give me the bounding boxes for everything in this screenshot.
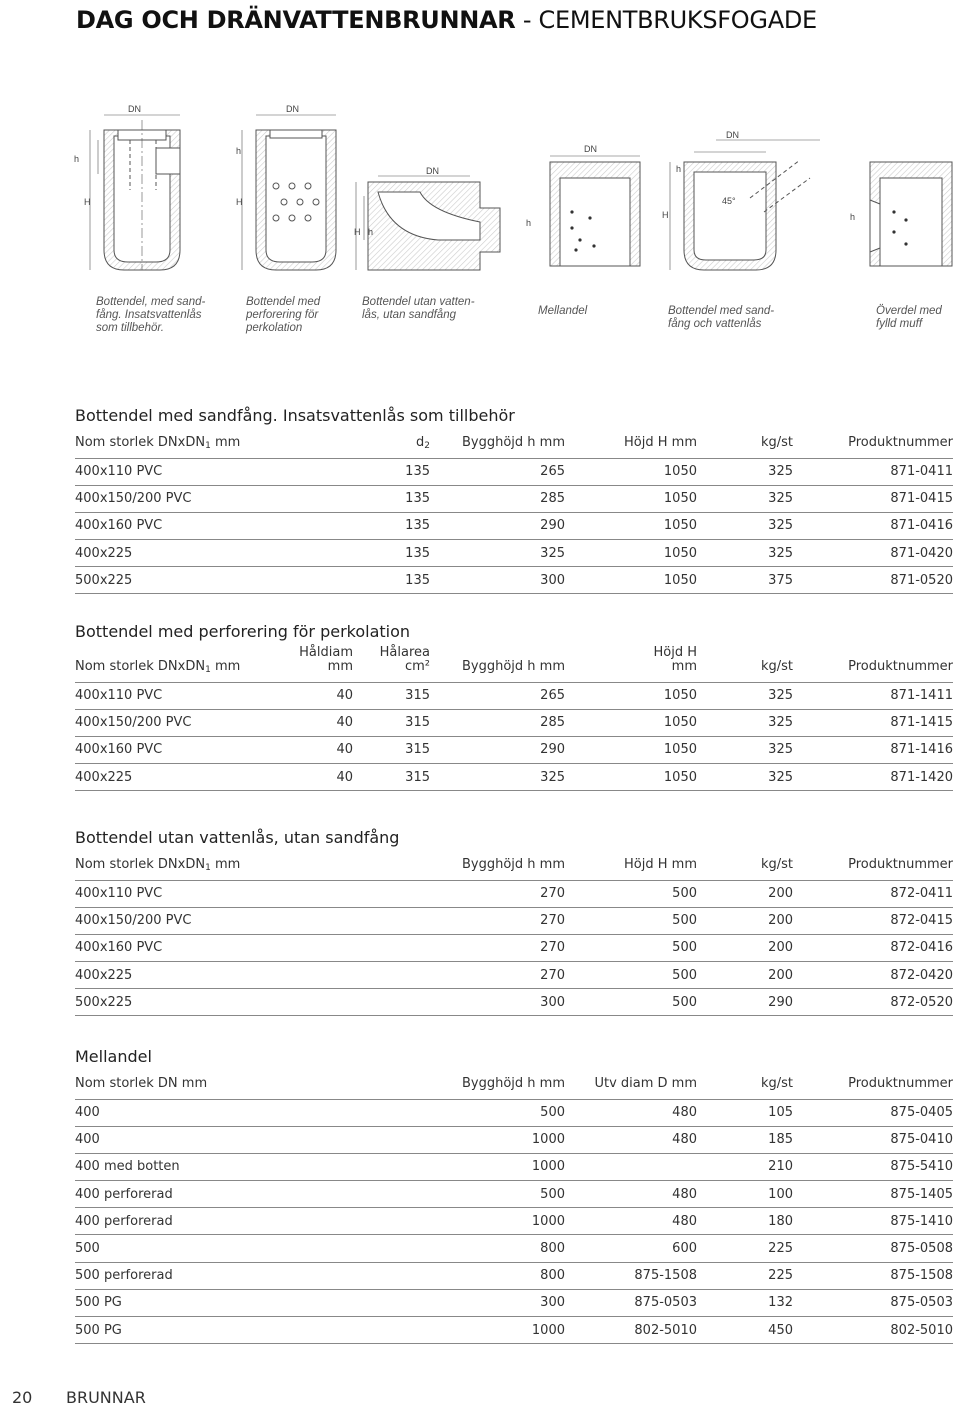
table-row: 400 perforerad 1000 480 180 875-1410: [75, 1208, 953, 1235]
footer-label: BRUNNAR: [66, 1388, 146, 1406]
page-footer: [0, 1388, 146, 1406]
label-dn-3: DN: [426, 166, 439, 176]
table-row: 400x225 270 500 200 872-0420: [75, 962, 953, 989]
page-title-bold: DAG OCH DRÄNVATTENBRUNNAR: [76, 6, 516, 34]
col-produktnummer: Produktnummer: [848, 1075, 953, 1091]
col-kg: kg/st: [760, 658, 793, 674]
col-hojd: Höjd H mm: [624, 856, 697, 872]
caption-6: [876, 305, 942, 331]
section-title-1: Bottendel med sandfång. Insatsvattenlås som tillbehör: [75, 406, 515, 425]
table-row: 400x110 PVC 135 265 1050 325 871-0411: [75, 458, 953, 485]
caption-1: [96, 296, 205, 335]
section-title-3: Bottendel utan vattenlås, utan sandfång: [75, 828, 400, 847]
col-produktnummer: Produktnummer: [848, 434, 953, 450]
col-utv-diam: Utv diam D mm: [594, 1075, 697, 1091]
table-mellandel: [75, 1069, 953, 1344]
label-H-1: H: [84, 197, 91, 207]
col-hojd: Höjd H mm: [624, 434, 697, 450]
table-row: 400x150/200 PVC 40 315 285 1050 325 871-1415: [75, 709, 953, 736]
col-nom: Nom storlek DNxDN$_1$ mm: [75, 658, 241, 675]
drawing-bottendel-utan-vattenlas: [356, 176, 500, 270]
drawing-bottendel-sandfang: [90, 115, 180, 270]
table-row: 400 med botten 1000 210 875-5410: [75, 1153, 953, 1180]
label-H-2: H: [236, 197, 243, 207]
table-row: 400x150/200 PVC 135 285 1050 325 871-0415: [75, 485, 953, 512]
label-h-2: h: [236, 146, 242, 156]
label-h-1: h: [74, 154, 80, 164]
table-row: 500x225 135 300 1050 375 871-0520: [75, 567, 953, 594]
label-h-6: h: [850, 212, 856, 222]
table-bottendel-utan-vattenlas: [75, 850, 953, 1016]
table-row: 500 perforerad 800 875-1508 225 875-1508: [75, 1262, 953, 1289]
label-h-5: h: [676, 164, 682, 174]
caption-1-line-3: som tillbehör.: [96, 322, 164, 334]
drawing-overdel-muff: [870, 162, 952, 266]
caption-3-line-2: lås, utan sandfång: [362, 309, 456, 321]
drawing-mellandel: [550, 156, 640, 266]
caption-2-line-2: perforering för: [246, 309, 319, 321]
col-hojd: Höjd H mm: [653, 644, 697, 674]
table-row: 400x225 135 325 1050 325 871-0420: [75, 540, 953, 567]
table-row: 400x160 PVC 40 315 290 1050 325 871-1416: [75, 736, 953, 763]
table-row: 500 PG 300 875-0503 132 875-0503: [75, 1289, 953, 1316]
col-produktnummer: Produktnummer: [848, 856, 953, 872]
col-d2: $d_2$: [416, 434, 430, 451]
col-nom: Nom storlek DNxDN$_1$ mm: [75, 856, 241, 873]
table-row: 400x160 PVC 135 290 1050 325 871-0416: [75, 512, 953, 539]
table-row: 500 800 600 225 875-0508: [75, 1235, 953, 1262]
table-row: 500 PG 1000 802-5010 450 802-5010: [75, 1317, 953, 1344]
drawing-bottendel-perforering: [242, 115, 336, 270]
label-dn-1: DN: [128, 104, 141, 114]
table-bottendel-sandfang: [75, 428, 953, 594]
col-nom: Nom storlek DN mm: [75, 1075, 208, 1091]
section-bottendel-utan-vattenlas: [75, 826, 953, 1016]
page-number: 20: [12, 1388, 33, 1406]
col-haldiam: Håldiam mm: [299, 644, 353, 674]
section-bottendel-perforering: [75, 620, 953, 791]
drawing-bottendel-vattenlas: [670, 140, 820, 270]
caption-5-line-2: fång och vattenlås: [668, 318, 762, 330]
caption-2-line-1: Bottendel med: [246, 296, 321, 308]
col-kg: kg/st: [760, 1075, 793, 1091]
caption-1-line-1: Bottendel, med sand-: [96, 296, 206, 308]
section-title-2: Bottendel med perforering för perkolation: [75, 622, 411, 641]
col-nom: Nom storlek DNxDN$_1$ mm: [75, 434, 241, 451]
caption-1-line-2: fång. Insatsvattenlås: [96, 309, 202, 321]
col-bygghojd: Bygghöjd h mm: [461, 658, 565, 674]
caption-6-line-2: fylld muff: [876, 318, 923, 330]
caption-6-line-1: Överdel med: [876, 305, 942, 317]
table-row: 400 perforerad 500 480 100 875-1405: [75, 1181, 953, 1208]
col-produktnummer: Produktnummer: [848, 658, 953, 674]
table-row: 400 1000 480 185 875-0410: [75, 1126, 953, 1153]
col-bygghojd: Bygghöjd h mm: [461, 434, 565, 450]
page-title-rest: - CEMENTBRUKSFOGADE: [515, 6, 817, 34]
technical-drawings: [60, 100, 960, 350]
caption-2: [246, 296, 320, 335]
col-halarea: Hålarea cm²: [379, 644, 430, 674]
table-row: 400x150/200 PVC 270 500 200 872-0415: [75, 907, 953, 934]
label-dn-4: DN: [584, 144, 597, 154]
page-title: [76, 6, 817, 34]
caption-3-line-1: Bottendel utan vatten-: [362, 296, 475, 308]
col-bygghojd: Bygghöjd h mm: [461, 856, 565, 872]
section-title-4: Mellandel: [75, 1047, 152, 1066]
caption-4: [538, 305, 587, 318]
col-kg: kg/st: [760, 856, 793, 872]
label-dn-5: DN: [726, 130, 739, 140]
section-mellandel: [75, 1045, 953, 1344]
table-bottendel-perforering: [75, 644, 953, 791]
table-row: 400x110 PVC 40 315 265 1050 325 871-1411: [75, 682, 953, 709]
caption-5: [668, 305, 774, 331]
table-row: 400x160 PVC 270 500 200 872-0416: [75, 934, 953, 961]
table-row: 400 500 480 105 875-0405: [75, 1099, 953, 1126]
caption-3: [362, 296, 475, 322]
section-bottendel-sandfang: [75, 404, 953, 594]
caption-4-line-1: Mellandel: [538, 305, 588, 317]
table-row: 400x110 PVC 270 500 200 872-0411: [75, 880, 953, 907]
label-H-5: H: [662, 210, 669, 220]
table-row: 500x225 300 500 290 872-0520: [75, 989, 953, 1016]
col-bygghojd: Bygghöjd h mm: [461, 1075, 565, 1091]
col-kg: kg/st: [760, 434, 793, 450]
caption-5-line-1: Bottendel med sand-: [668, 305, 775, 317]
label-H-3: H: [354, 227, 361, 237]
caption-2-line-3: perkolation: [246, 322, 303, 334]
label-dn-2: DN: [286, 104, 299, 114]
label-h-3: h: [368, 227, 374, 237]
table-row: 400x225 40 315 325 1050 325 871-1420: [75, 764, 953, 791]
label-h-4: h: [526, 218, 532, 228]
label-angle: 45°: [722, 196, 736, 206]
